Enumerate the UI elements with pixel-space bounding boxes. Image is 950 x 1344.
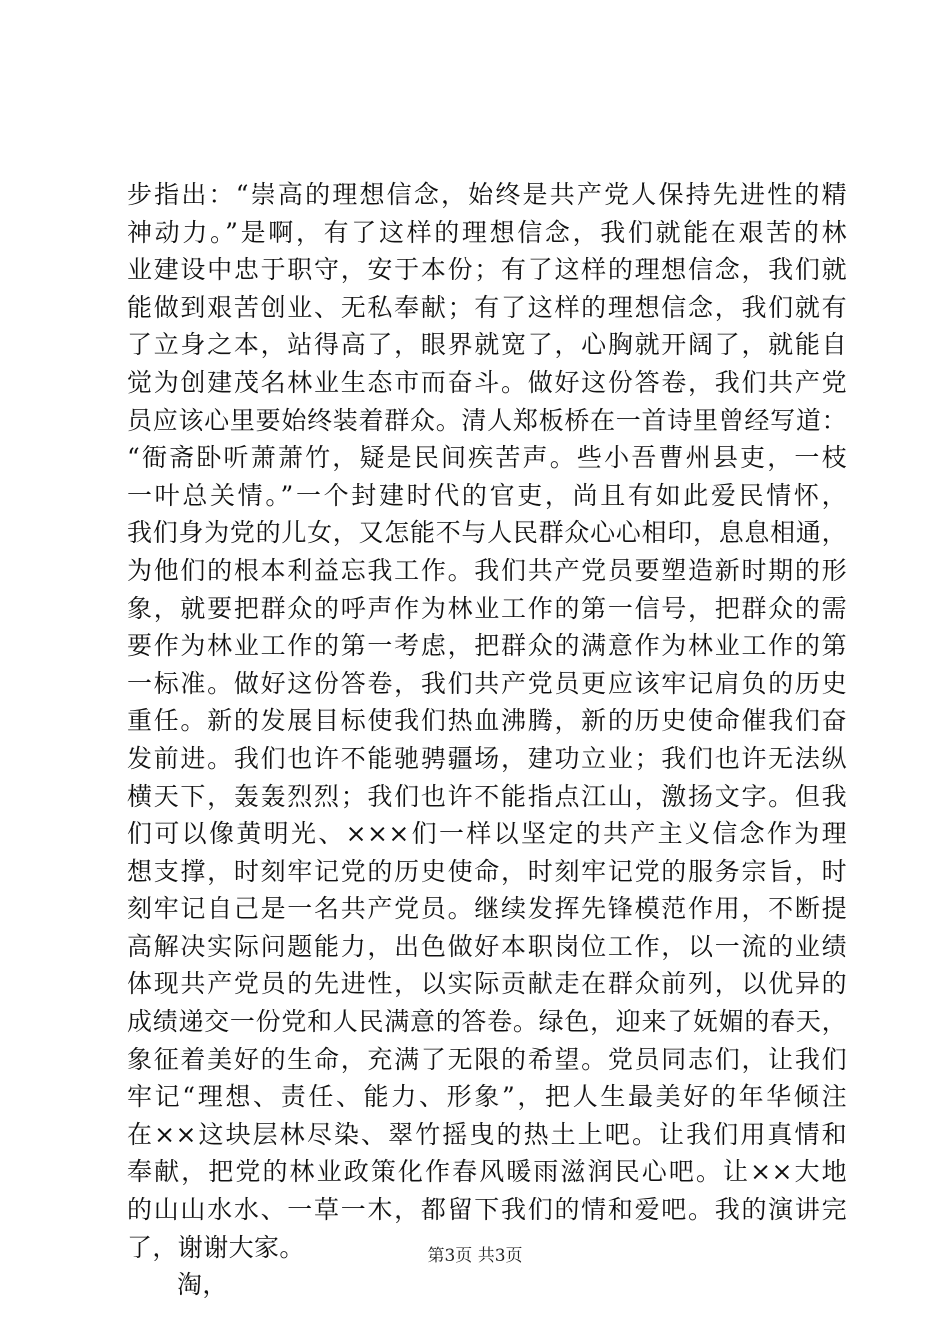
text-line-13: 要作为林业工作的第一考虑，把群众的满意作为林业工作的第 xyxy=(127,631,847,661)
trailing-paragraph: 淘， xyxy=(177,1270,228,1300)
text-line-27: 奉献，把党的林业政策化作春风暖雨滋润民心吧。让××大地 xyxy=(127,1157,847,1187)
text-line-2: 神动力。”是啊，有了这样的理想信念，我们就能在艰苦的林 xyxy=(127,217,847,247)
text-line-28: 的山山水水、一草一木，都留下我们的情和爱吧。我的演讲完 xyxy=(127,1195,847,1225)
text-line-25: 牢记“理想、责任、能力、形象”，把人生最美好的年华倾注 xyxy=(127,1082,847,1112)
text-line-6: 觉为创建茂名林业生态市而奋斗。做好这份答卷，我们共产党 xyxy=(127,367,847,397)
text-line-4: 能做到艰苦创业、无私奉献；有了这样的理想信念，我们就有 xyxy=(127,292,847,322)
text-line-19: 想支撑，时刻牢记党的历史使命，时刻牢记党的服务宗旨，时 xyxy=(127,856,847,886)
text-line-11: 为他们的根本利益忘我工作。我们共产党员要塑造新时期的形 xyxy=(127,555,847,585)
page-footer xyxy=(0,1244,950,1268)
text-line-10: 我们身为党的儿女，又怎能不与人民群众心心相印，息息相通， xyxy=(127,518,847,548)
text-line-17: 横天下，轰轰烈烈；我们也许不能指点江山，激扬文字。但我 xyxy=(127,781,847,811)
text-line-7: 员应该心里要始终装着群众。清人郑板桥在一首诗里曾经写道： xyxy=(127,405,847,435)
text-line-1: 步指出：“崇高的理想信念，始终是共产党人保持先进性的精 xyxy=(127,180,847,209)
text-line-15: 重任。新的发展目标使我们热血沸腾，新的历史使命催我们奋 xyxy=(127,706,847,736)
text-line-23: 成绩递交一份党和人民满意的答卷。绿色，迎来了妩媚的春天， xyxy=(127,1007,847,1037)
text-line-8: “衙斋卧听萧萧竹，疑是民间疾苦声。些小吾曹州县吏，一枝 xyxy=(127,443,847,473)
text-line-3: 业建设中忠于职守，安于本份；有了这样的理想信念，我们就 xyxy=(127,255,847,285)
page-number-label: 第3页 共3页 xyxy=(427,1246,523,1266)
text-line-26: 在××这块层林尽染、翠竹摇曳的热土上吧。让我们用真情和 xyxy=(127,1119,847,1149)
text-line-9: 一叶总关情。”一个封建时代的官吏，尚且有如此爱民情怀， xyxy=(127,480,847,510)
text-line-20: 刻牢记自己是一名共产党员。继续发挥先锋模范作用，不断提 xyxy=(127,894,847,924)
text-line-12: 象，就要把群众的呼声作为林业工作的第一信号，把群众的需 xyxy=(127,593,847,623)
text-line-16: 发前进。我们也许不能驰骋疆场，建功立业；我们也许无法纵 xyxy=(127,743,847,773)
document-body xyxy=(127,176,847,1304)
text-line-22: 体现共产党员的先进性，以实际贡献走在群众前列，以优异的 xyxy=(127,969,847,999)
text-line-29: 了，谢谢大家。 xyxy=(127,1232,305,1262)
text-line-21: 高解决实际问题能力，出色做好本职岗位工作，以一流的业绩 xyxy=(127,931,847,961)
text-line-14: 一标准。做好这份答卷，我们共产党员更应该牢记肩负的历史 xyxy=(127,668,847,698)
text-line-24: 象征着美好的生命，充满了无限的希望。党员同志们，让我们 xyxy=(127,1044,847,1074)
text-line-18: 们可以像黄明光、×××们一样以坚定的共产主义信念作为理 xyxy=(127,819,847,849)
text-line-5: 了立身之本，站得高了，眼界就宽了，心胸就开阔了，就能自 xyxy=(127,330,847,360)
